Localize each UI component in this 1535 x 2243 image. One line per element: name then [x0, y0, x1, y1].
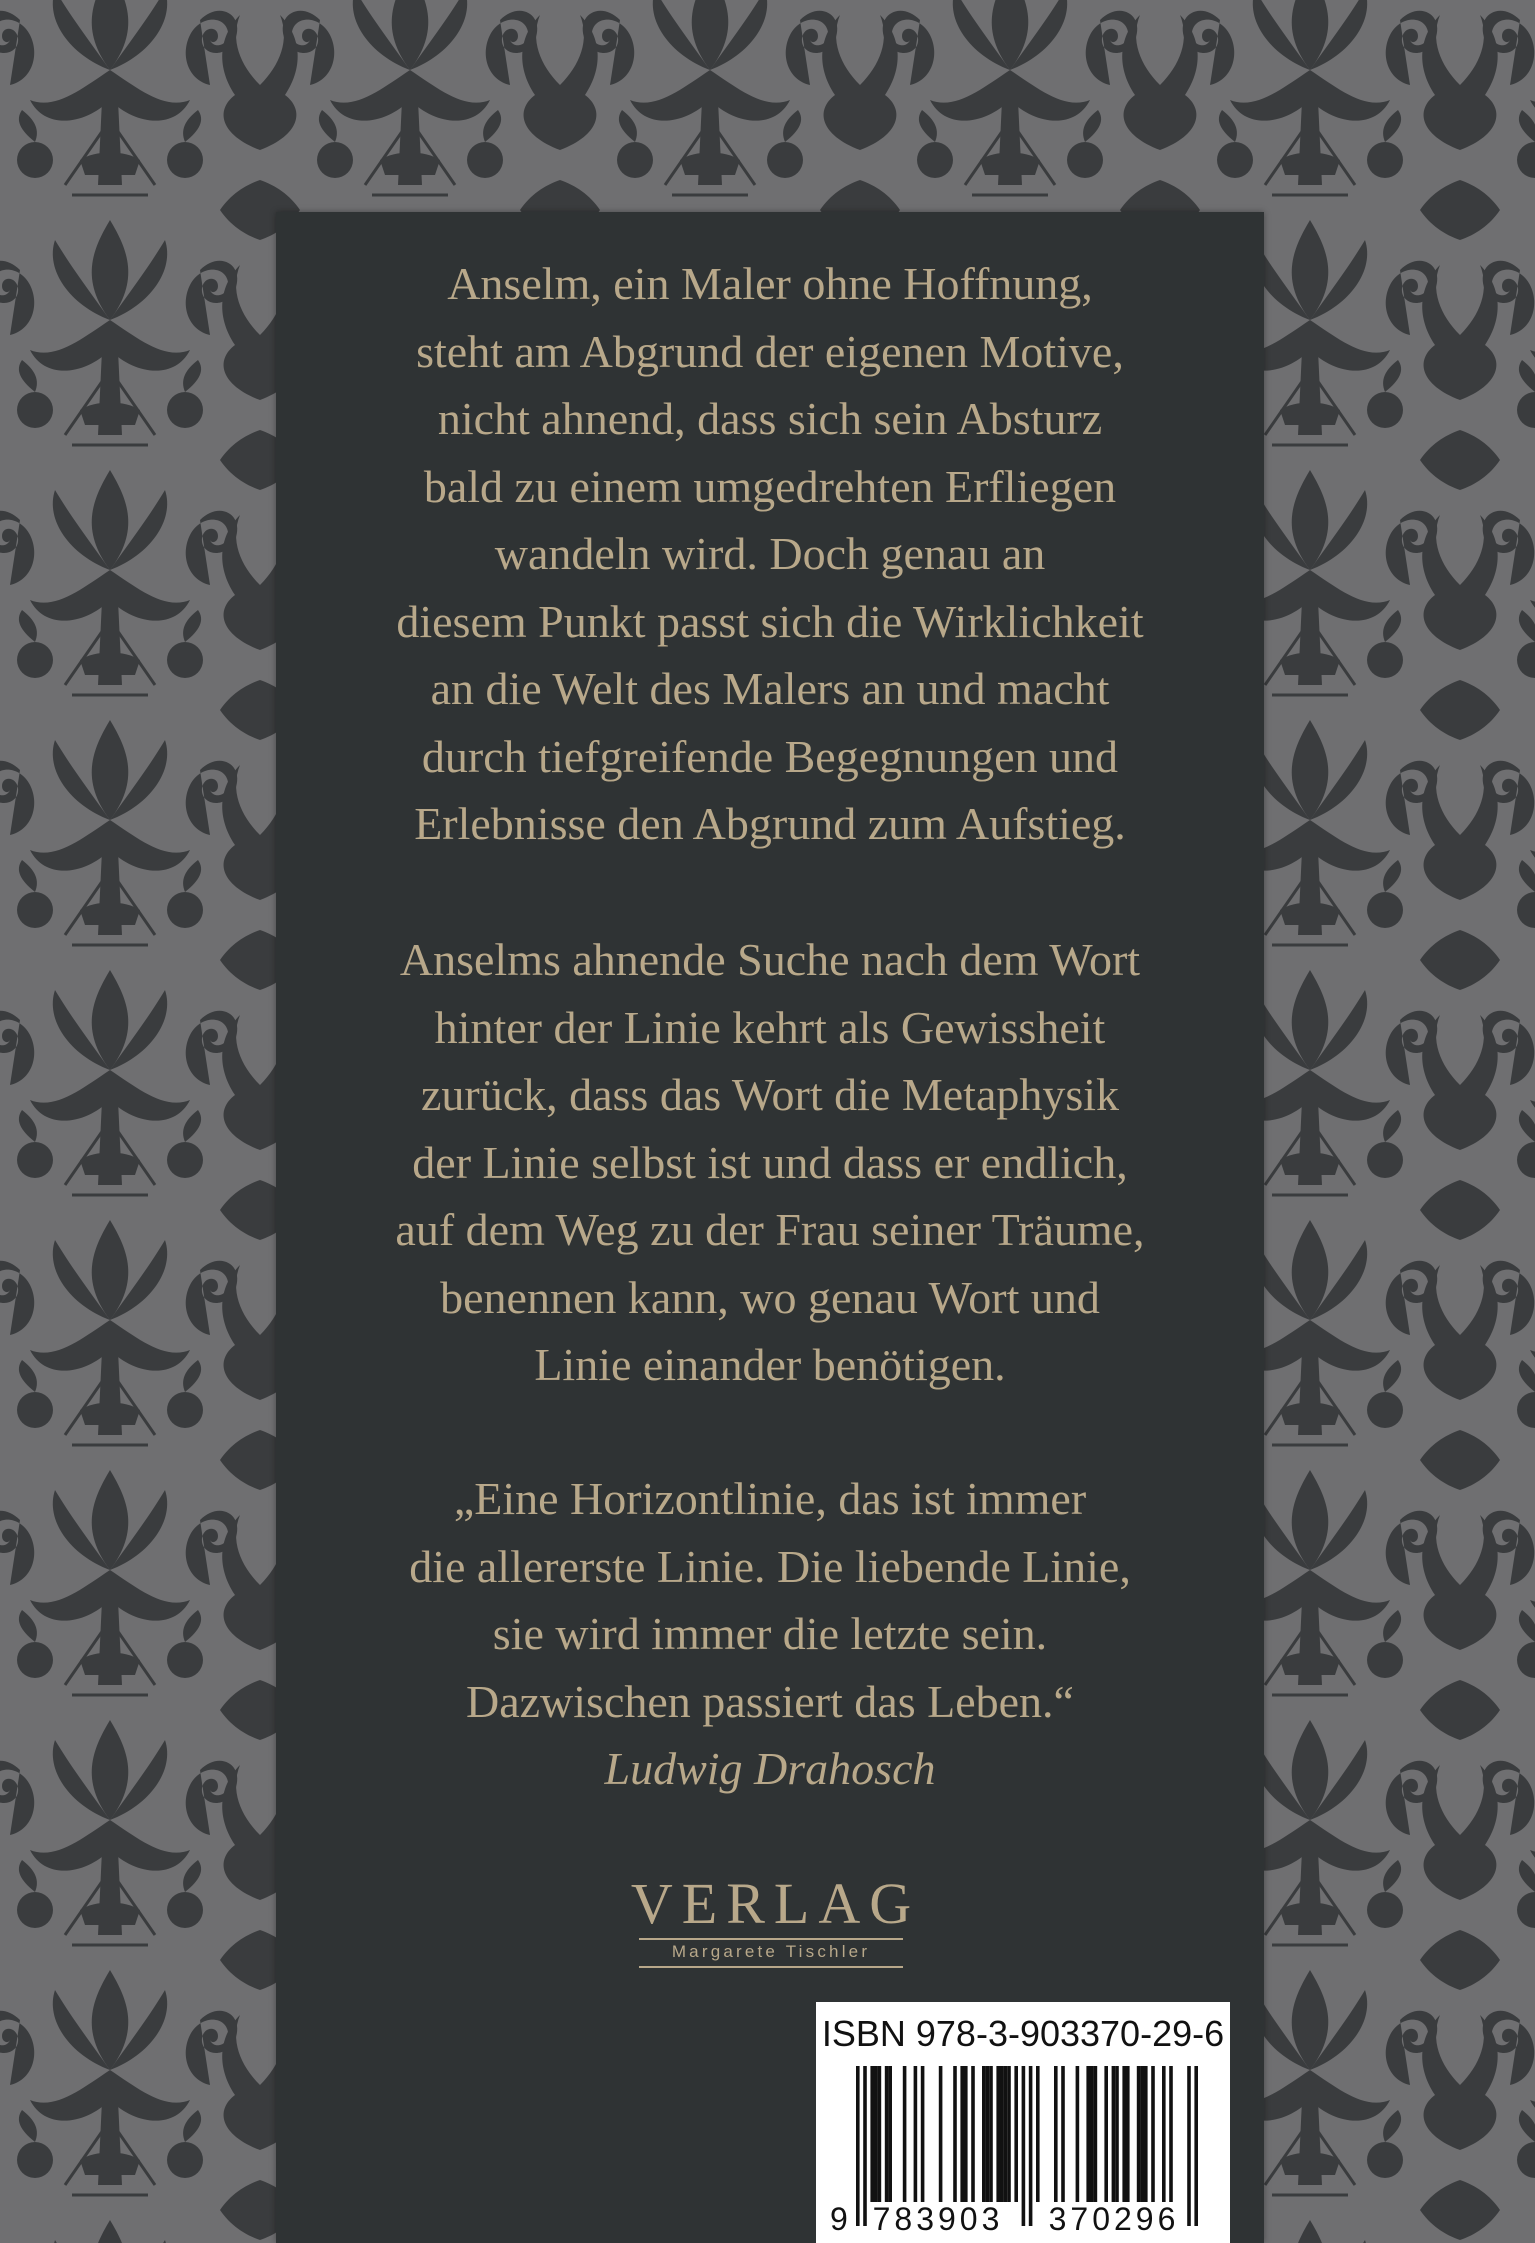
quote-author: Ludwig Drahosch — [604, 1743, 936, 1794]
blurb-line: durch tiefgreifende Begegnungen und — [421, 730, 1119, 782]
barcode-graphic — [816, 2002, 1230, 2243]
barcode-bar — [1144, 2066, 1148, 2202]
blurb-line: Linie einander benötigen. — [534, 1339, 1006, 1390]
author-quote — [276, 1465, 1264, 1803]
barcode-bar — [1014, 2066, 1018, 2202]
quote-line: die allererste Linie. Die liebende Linie, — [409, 1540, 1131, 1592]
barcode-bar — [874, 2066, 878, 2202]
barcode-bar — [1112, 2066, 1116, 2202]
blurb-line: diesem Punkt passt sich die Wirklichkeit — [396, 595, 1144, 647]
barcode-bar — [1094, 2066, 1098, 2202]
barcode-bar — [1036, 2066, 1040, 2202]
blurb-line: benennen kann, wo genau Wort und — [440, 1271, 1100, 1323]
barcode-bar — [1151, 2066, 1155, 2202]
barcode-bar — [914, 2066, 918, 2202]
barcode-bar — [1000, 2066, 1004, 2202]
back-cover-text-panel — [276, 212, 1264, 2243]
blurb-line: der Linie selbst ist und dass er endlich, — [412, 1136, 1128, 1188]
blurb-paragraph-2 — [276, 926, 1264, 1399]
barcode-bar — [921, 2066, 925, 2202]
barcode-bar — [870, 2066, 874, 2202]
isbn-barcode-box — [816, 2002, 1230, 2243]
barcode-bar — [885, 2066, 889, 2202]
blurb-line: steht am Abgrund der eigenen Motive, — [416, 325, 1124, 377]
barcode-bar — [1054, 2066, 1058, 2202]
barcode-bar — [1061, 2066, 1065, 2202]
barcode-digits-right: 370296 — [1048, 2201, 1180, 2237]
barcode-bar — [888, 2066, 892, 2202]
blurb-line: wandeln wird. Doch genau an — [494, 528, 1046, 579]
barcode-bar — [953, 2066, 957, 2202]
barcode-guard-bar — [856, 2066, 860, 2226]
blurb-line: Anselms ahnende Suche nach dem Wort — [399, 934, 1141, 985]
logo-divider — [639, 1966, 903, 1968]
barcode-guard-bar — [1022, 2066, 1026, 2226]
barcode-bar — [1115, 2066, 1119, 2202]
blurb-line: an die Welt des Malers an und macht — [430, 663, 1110, 714]
barcode-bar — [982, 2066, 986, 2202]
barcode-guard-bar — [1194, 2066, 1198, 2226]
barcode-guard-bar — [1029, 2066, 1033, 2226]
barcode-bar — [1007, 2066, 1011, 2202]
barcode-bar — [939, 2066, 943, 2202]
quote-line: Dazwischen passiert das Leben.“ — [466, 1675, 1074, 1727]
barcode-bar — [1169, 2066, 1173, 2202]
publisher-logo-main: VERLAG — [630, 1871, 921, 1936]
blurb-line: Erlebnisse den Abgrund zum Aufstieg. — [414, 798, 1126, 849]
barcode-bar — [971, 2066, 975, 2202]
barcode-digit-first: 9 — [830, 2201, 848, 2237]
barcode-bar — [878, 2066, 882, 2202]
blurb-line: nicht ahnend, dass sich sein Absturz — [437, 393, 1103, 444]
barcode-guard-bar — [863, 2066, 867, 2226]
barcode-bar — [1086, 2066, 1090, 2202]
barcode-bar — [1126, 2066, 1130, 2202]
barcode-bar — [1140, 2066, 1144, 2202]
quote-line: „Eine Horizontlinie, das ist immer — [453, 1473, 1087, 1524]
barcode-bar — [903, 2066, 907, 2202]
barcode-bar — [1104, 2066, 1108, 2202]
isbn-label: ISBN 978-3-903370-29-6 — [821, 2013, 1225, 2054]
blurb-line: hinter der Linie kehrt als Gewissheit — [434, 1001, 1106, 1053]
barcode-bar — [1090, 2066, 1094, 2202]
publisher-logo — [621, 1872, 921, 1968]
barcode-bar — [964, 2066, 968, 2202]
barcode-bar — [1122, 2066, 1126, 2202]
barcode-bar — [1137, 2066, 1141, 2202]
barcode-bar — [996, 2066, 1000, 2202]
blurb-paragraph-1 — [276, 250, 1264, 858]
barcode-bar — [1162, 2066, 1166, 2202]
barcode-bar — [986, 2066, 990, 2202]
blurb-line: Anselm, ein Maler ohne Hoffnung, — [447, 258, 1093, 309]
barcode-digits-left: 783903 — [872, 2201, 1004, 2237]
blurb-line: bald zu einem umgedrehten Erfliegen — [423, 460, 1117, 512]
barcode-bar — [1076, 2066, 1080, 2202]
blurb-line: zurück, dass das Wort die Metaphysik — [420, 1069, 1120, 1120]
barcode-bar — [989, 2066, 993, 2202]
barcode-guard-bar — [1187, 2066, 1191, 2226]
blurb-line: auf dem Weg zu der Frau seiner Träume, — [395, 1204, 1145, 1255]
publisher-logo-subtitle: Margarete Tischler — [671, 1942, 871, 1961]
barcode-bar — [1004, 2066, 1008, 2202]
quote-line: sie wird immer die letzte sein. — [492, 1608, 1048, 1659]
barcode-bar — [960, 2066, 964, 2202]
